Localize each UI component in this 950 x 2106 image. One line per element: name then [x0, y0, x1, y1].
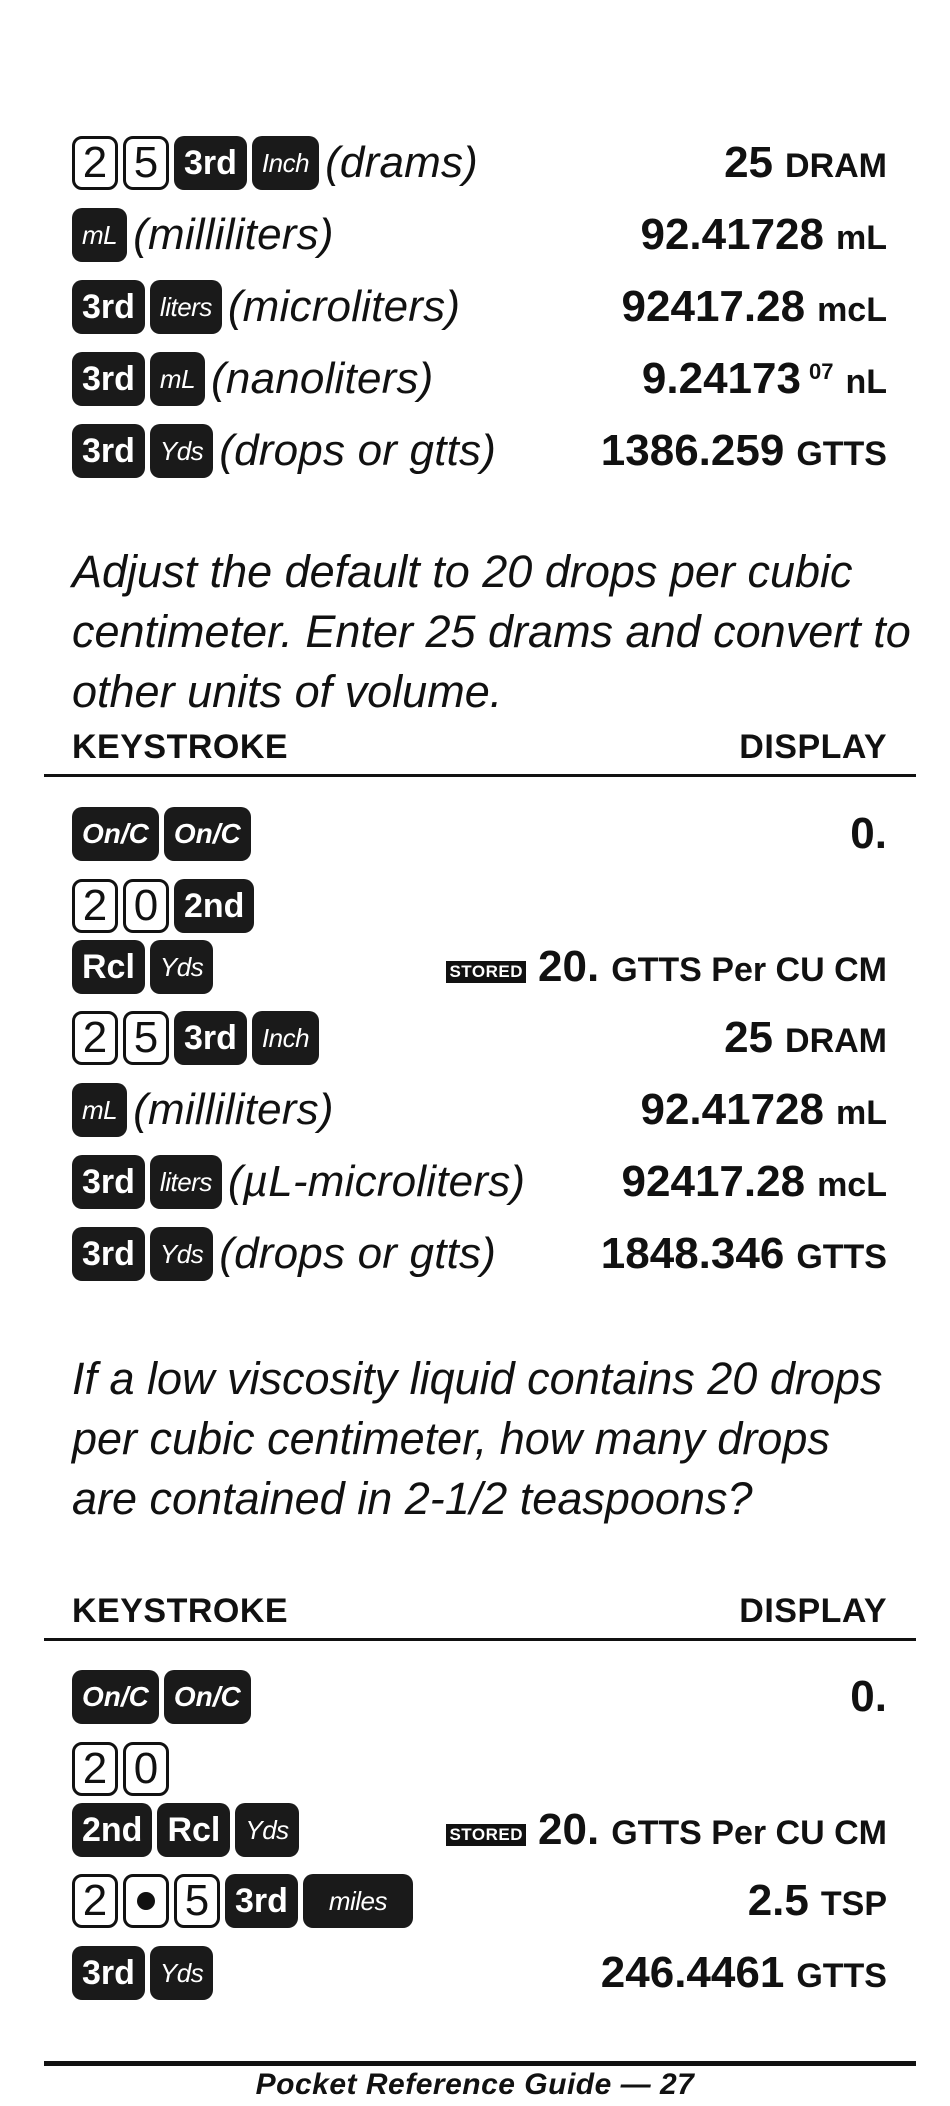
display-unit: DRAM — [785, 147, 887, 185]
display-header: DISPLAY — [739, 1592, 887, 1630]
display-unit: GTTS — [796, 435, 887, 473]
keystroke-row — [72, 805, 887, 863]
key-on-c: On/C — [72, 1670, 159, 1724]
stored-indicator: STORED — [446, 961, 526, 983]
display-number: 1386.259 — [600, 426, 785, 475]
page-footer: Pocket Reference Guide — 27 — [255, 2068, 695, 2101]
key-yds: Yds — [150, 940, 213, 994]
key-0: 0 — [123, 1742, 169, 1796]
display-value — [622, 1157, 887, 1207]
keystroke-row — [72, 938, 887, 996]
row-note: (microliters) — [227, 282, 461, 331]
display-value — [640, 1085, 887, 1135]
key-2: 2 — [72, 1011, 118, 1065]
key-inch: Inch — [252, 136, 319, 190]
display-unit: mL — [836, 1094, 887, 1132]
key-3rd: 3rd — [72, 352, 145, 406]
key-on-c: On/C — [72, 807, 159, 861]
key-rcl: Rcl — [157, 1803, 230, 1857]
row-note: (drams) — [325, 138, 479, 187]
key-on-c: On/C — [164, 1670, 251, 1724]
keystroke-row — [72, 1740, 887, 1798]
display-number: 25 — [724, 1013, 774, 1062]
display-number: 2.5 — [747, 1876, 809, 1925]
key-yds: Yds — [150, 1946, 213, 2000]
display-number: 92417.28 — [621, 1157, 806, 1206]
display-value — [601, 1229, 887, 1279]
row-note: (drops or gtts) — [219, 1229, 497, 1278]
key-on-c: On/C — [164, 807, 251, 861]
key-3rd: 3rd — [72, 1227, 145, 1281]
keystroke-row — [72, 422, 887, 480]
key-liters: liters — [150, 1155, 222, 1209]
display-number: 20. — [538, 942, 600, 991]
display-value — [724, 138, 887, 188]
display-unit: nL — [845, 363, 887, 401]
keystroke-row — [72, 278, 887, 336]
example-intro: If a low viscosity liquid contains 20 drops per cubic centimeter, how many drops are contained in 2-1/2 teaspoons? — [72, 1353, 883, 1524]
display-number: 25 — [724, 138, 774, 187]
display-value — [850, 809, 887, 859]
display-unit: GTTS Per CU CM — [611, 1814, 887, 1852]
display-number: 9.24173 — [641, 354, 801, 403]
key-3rd: 3rd — [72, 1946, 145, 2000]
display-value — [446, 1805, 887, 1855]
keystroke-row — [72, 1225, 887, 1283]
key-yds: Yds — [150, 1227, 213, 1281]
display-number: 92.41728 — [640, 210, 824, 259]
keystroke-header: KEYSTROKE — [72, 728, 289, 766]
display-value — [724, 1013, 887, 1063]
display-number: 0. — [850, 809, 887, 858]
display-value — [748, 1876, 887, 1926]
example-intro: Adjust the default to 20 drops per cubic centimeter. Enter 25 drams and convert to other units of volume. — [72, 546, 911, 717]
key-ml: mL — [150, 352, 205, 406]
key-2: 2 — [72, 136, 118, 190]
key-ml: mL — [72, 1083, 127, 1137]
display-value — [446, 942, 887, 992]
dot-icon — [137, 1892, 155, 1910]
table-header — [72, 728, 887, 767]
key-5: 5 — [123, 136, 169, 190]
key-3rd: 3rd — [72, 280, 145, 334]
display-number: 1848.346 — [600, 1229, 785, 1278]
key-2: 2 — [72, 1874, 118, 1928]
key-0: 0 — [123, 879, 169, 933]
key-3rd: 3rd — [72, 424, 145, 478]
keystroke-row — [72, 1081, 887, 1139]
keystroke-row — [72, 1801, 887, 1859]
header-rule — [44, 774, 916, 777]
keystroke-row — [72, 350, 887, 408]
key-2nd: 2nd — [174, 879, 254, 933]
stored-indicator: STORED — [446, 1824, 526, 1846]
key-inch: Inch — [252, 1011, 319, 1065]
key-5: 5 — [174, 1874, 220, 1928]
display-unit: TSP — [820, 1885, 887, 1923]
key-yds: Yds — [150, 424, 213, 478]
key-2: 2 — [72, 879, 118, 933]
keystroke-row — [72, 1668, 887, 1726]
display-unit: GTTS Per CU CM — [611, 951, 887, 989]
display-unit: DRAM — [785, 1022, 887, 1060]
row-note: (milliliters) — [133, 210, 334, 259]
row-note: (milliliters) — [133, 1085, 334, 1134]
display-unit: GTTS — [796, 1957, 887, 1995]
display-number: 92417.28 — [621, 282, 806, 331]
row-note: (µL-microliters) — [227, 1157, 526, 1206]
key-3rd: 3rd — [225, 1874, 298, 1928]
display-unit: mcL — [817, 291, 887, 329]
keystroke-row — [72, 134, 887, 192]
keystroke-row — [72, 1153, 887, 1211]
display-number: 92.41728 — [640, 1085, 824, 1134]
display-header: DISPLAY — [739, 728, 887, 766]
key-ml: mL — [72, 208, 127, 262]
display-unit: GTTS — [796, 1238, 887, 1276]
key-miles: miles — [303, 1874, 413, 1928]
header-rule — [44, 1638, 916, 1641]
key-liters: liters — [150, 280, 222, 334]
display-number: 0. — [850, 1672, 887, 1721]
display-exponent: 07 — [808, 359, 834, 384]
key-5: 5 — [123, 1011, 169, 1065]
keystroke-header: KEYSTROKE — [72, 1592, 289, 1630]
keystroke-row — [72, 1872, 887, 1930]
display-unit: mcL — [817, 1166, 887, 1204]
key-3rd: 3rd — [72, 1155, 145, 1209]
key-2: 2 — [72, 1742, 118, 1796]
key-3rd: 3rd — [174, 1011, 247, 1065]
display-number: 246.4461 — [600, 1948, 785, 1997]
key-rcl: Rcl — [72, 940, 145, 994]
display-value — [850, 1672, 887, 1722]
display-value — [642, 354, 887, 404]
keystroke-row — [72, 206, 887, 264]
display-value — [601, 426, 887, 476]
footer-rule — [44, 2061, 916, 2066]
keystroke-row — [72, 1944, 887, 2002]
keystroke-row — [72, 877, 887, 935]
display-unit: mL — [836, 219, 887, 257]
key-2nd: 2nd — [72, 1803, 152, 1857]
row-note: (nanoliters) — [211, 354, 434, 403]
display-value — [601, 1948, 887, 1998]
keystroke-row — [72, 1009, 887, 1067]
key-3rd: 3rd — [174, 136, 247, 190]
key-decimal-point — [123, 1874, 169, 1928]
display-value — [622, 282, 887, 332]
row-note: (drops or gtts) — [219, 426, 497, 475]
key-yds: Yds — [235, 1803, 298, 1857]
display-number: 20. — [538, 1805, 600, 1854]
display-value — [640, 210, 887, 260]
table-header — [72, 1592, 887, 1631]
